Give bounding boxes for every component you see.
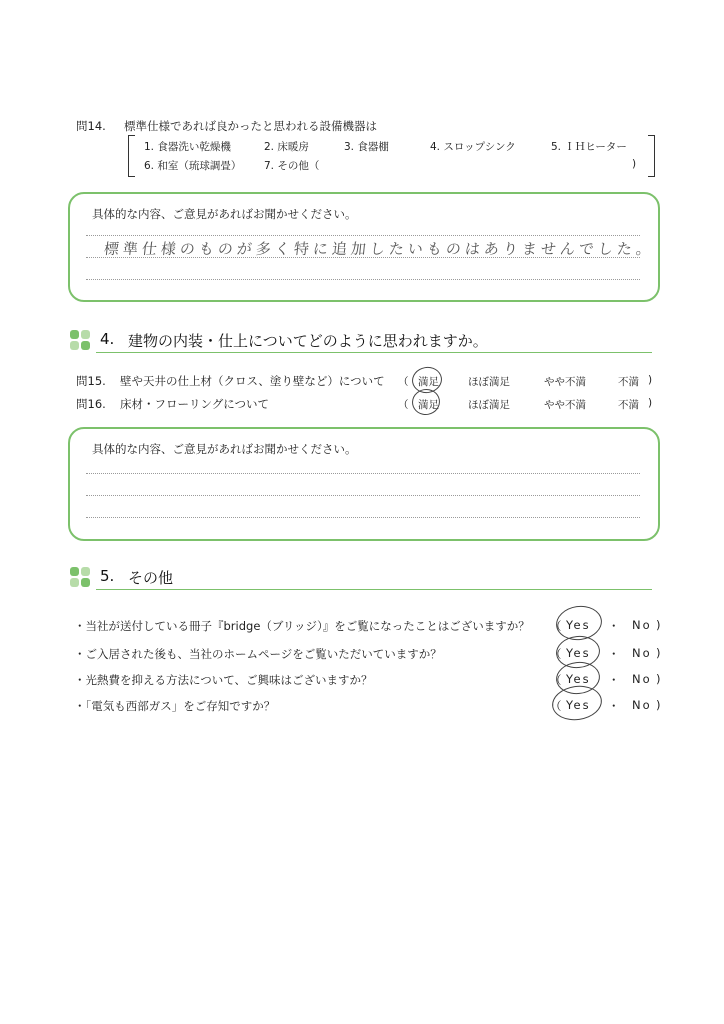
q15-open-paren: （ xyxy=(398,376,409,388)
q14-option-1: 1. 食器洗い乾燥機 xyxy=(144,141,231,153)
clover-icon xyxy=(68,565,92,589)
section-4-underline xyxy=(96,352,652,353)
q16-text: 床材・フローリングについて xyxy=(120,397,270,411)
q16-choice-satisfied: 満足 xyxy=(418,399,439,411)
s5-q2-dot: ・ xyxy=(608,647,620,661)
write-line-4 xyxy=(86,473,640,474)
write-line-3 xyxy=(86,279,640,280)
comment-box-2-prompt: 具体的な内容、ご意見があればお聞かせください。 xyxy=(92,442,357,456)
write-line-1 xyxy=(86,235,640,236)
q16-open-paren: （ xyxy=(398,399,409,411)
q15-choice-satisfied: 満足 xyxy=(418,376,439,388)
s5-q1-open-paren: （ xyxy=(550,619,562,633)
q16-choice-mostly-satisfied: ほぼ満足 xyxy=(468,399,510,411)
handwritten-comment: 標準仕様のものが多く特に追加したいものはありませんでした。 xyxy=(103,240,656,258)
q14-option-6: 6. 和室（琉球調畳） xyxy=(144,160,242,172)
q16-close-paren: ) xyxy=(648,397,653,409)
s5-q3-yes: Yes xyxy=(566,672,591,686)
q14-option-5: 5. ＩＨヒーター xyxy=(551,141,627,153)
q15-close-paren: ) xyxy=(648,374,653,386)
s5-q2-close-paren: ) xyxy=(656,646,661,660)
q14-option-2: 2. 床暖房 xyxy=(264,141,309,153)
s5-q2-no: No xyxy=(632,646,652,660)
q16-choice-somewhat-dissatisfied: やや不満 xyxy=(544,399,586,411)
s5-q4-yes: Yes xyxy=(566,698,591,712)
s5-q3-close-paren: ) xyxy=(656,672,661,686)
q15-choice-mostly-satisfied: ほぼ満足 xyxy=(468,376,510,388)
s5-q4-open-paren: （ xyxy=(550,699,562,713)
q14-text: 標準仕様であれば良かったと思われる設備機器は xyxy=(124,119,377,133)
q14-option-7: 7. その他（ xyxy=(264,160,320,172)
s5-q2-open-paren: （ xyxy=(550,647,562,661)
comment-box-1-prompt: 具体的な内容、ご意見があればお聞かせください。 xyxy=(92,207,357,221)
s5-q2-yes: Yes xyxy=(566,646,591,660)
s5-q1-yes: Yes xyxy=(566,618,591,632)
s5-question-seibu-gas: ・「電気も西部ガス」をご存知ですか？ xyxy=(74,699,276,713)
section-4-title: 建物の内装・仕上についてどのように思われますか。 xyxy=(128,332,488,350)
q15-choice-dissatisfied: 不満 xyxy=(618,376,639,388)
s5-q1-no: No xyxy=(632,618,652,632)
q15-label: 問15. xyxy=(76,374,106,388)
s5-q1-close-paren: ) xyxy=(656,618,661,632)
write-line-6 xyxy=(86,517,640,518)
q14-label: 問14. xyxy=(76,119,106,133)
s5-question-bridge: ・当社が送付している冊子『bridge（ブリッジ）』をご覧になったことはございますか？ xyxy=(74,619,530,633)
q16-choice-dissatisfied: 不満 xyxy=(618,399,639,411)
s5-question-homepage: ・ご入居された後も、当社のホームページをご覧いただいていますか？ xyxy=(74,647,442,661)
clover-icon xyxy=(68,328,92,352)
s5-q4-no: No xyxy=(632,698,652,712)
bracket-right xyxy=(648,135,655,177)
q15-choice-somewhat-dissatisfied: やや不満 xyxy=(544,376,586,388)
section-5-title: その他 xyxy=(128,569,174,587)
section-5-underline xyxy=(96,589,652,590)
q16-label: 問16. xyxy=(76,397,106,411)
write-line-5 xyxy=(86,495,640,496)
s5-q1-dot: ・ xyxy=(608,619,620,633)
s5-q3-open-paren: （ xyxy=(550,673,562,687)
bracket-left xyxy=(128,135,135,177)
s5-q3-dot: ・ xyxy=(608,673,620,687)
s5-q4-close-paren: ) xyxy=(656,698,661,712)
s5-question-utility-costs: ・光熱費を抑える方法について、ご興味はございますか？ xyxy=(74,673,373,687)
q15-text: 壁や天井の仕上材（クロス、塗り壁など）について xyxy=(120,374,385,388)
s5-q3-no: No xyxy=(632,672,652,686)
q14-option-3: 3. 食器棚 xyxy=(344,141,389,153)
q14-close-paren: ) xyxy=(632,158,637,170)
s5-q4-dot: ・ xyxy=(608,699,620,713)
write-line-2 xyxy=(86,257,640,258)
section-5-number: 5. xyxy=(100,567,115,585)
q14-option-4: 4. スロップシンク xyxy=(430,141,516,153)
section-4-number: 4. xyxy=(100,330,115,348)
